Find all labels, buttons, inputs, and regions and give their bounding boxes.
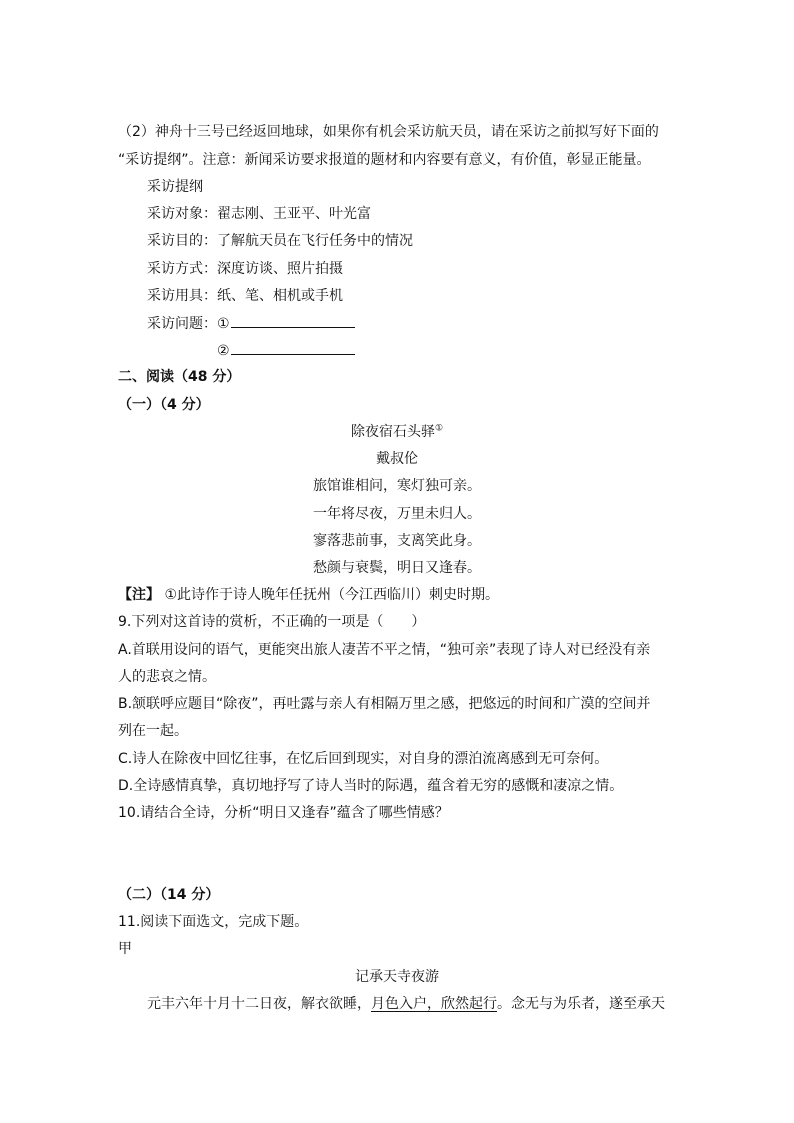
poem-line-3: 寥落悲前事，支离笑此身。 bbox=[313, 533, 481, 549]
q9-option-d: D.全诗感情真挚，真切地抒写了诗人当时的际遇，蕴含着无穷的感慨和凄凉之情。 bbox=[118, 778, 624, 794]
poem-line-4: 愁颜与衰鬓，明日又逢春。 bbox=[313, 560, 481, 576]
q2-line2: “采访提纲”。注意：新闻采访要求报道的题材和内容要有意义，有价值，彰显正能量。 bbox=[118, 152, 651, 168]
question-1-blank[interactable] bbox=[231, 313, 355, 328]
outline-title: 采访提纲 bbox=[147, 179, 203, 195]
poem-note bbox=[118, 585, 499, 605]
q9-option-b-line2: 列在一起。 bbox=[118, 723, 188, 739]
poem-title-text: 除夜宿石头驿 bbox=[350, 424, 435, 440]
q11-stem: 11.阅读下面选文，完成下题。 bbox=[118, 914, 309, 930]
outline-target: 采访对象：翟志刚、王亚平、叶光富 bbox=[147, 206, 371, 222]
outline-question-2 bbox=[217, 340, 355, 361]
q9-option-c: C.诗人在除夜中回忆往事，在忆后回到现实，对自身的漂泊流离感到无可奈何。 bbox=[118, 751, 609, 767]
outline-tools: 采访用具：纸、笔、相机或手机 bbox=[147, 288, 343, 304]
outline-questions bbox=[147, 313, 355, 334]
essay-p1-end: 。念无与为乐者，遂至承天 bbox=[497, 996, 665, 1012]
poem-line-2: 一年将尽夜，万里未归人。 bbox=[313, 506, 481, 522]
poem-line-1: 旅馆谁相问，寒灯独可亲。 bbox=[313, 478, 481, 494]
passage-label-jia: 甲 bbox=[118, 941, 132, 957]
q9-option-a-line2: 人的悲哀之情。 bbox=[118, 669, 216, 685]
essay-p1-start: 元丰六年十月十二日夜，解衣欲睡， bbox=[147, 996, 371, 1012]
note-text: ①此诗作于诗人晚年任抚州（今江西临川）刺史时期。 bbox=[160, 587, 499, 603]
poem-title-note-marker: ① bbox=[434, 423, 444, 434]
q10-stem: 10.请结合全诗，分析“明日又逢春”蕴含了哪些情感？ bbox=[118, 805, 449, 821]
question-2-marker: ② bbox=[217, 343, 230, 359]
section2-heading: 二、阅读（48 分） bbox=[118, 369, 241, 385]
part2-heading: （二）（14 分） bbox=[118, 887, 220, 903]
essay-title: 记承天寺夜游 bbox=[355, 969, 439, 985]
essay-paragraph-1 bbox=[147, 994, 665, 1014]
q9-option-a-line1: A.首联用设问的语气，更能突出旅人凄苦不平之情，“独可亲”表现了诗人对已经没有亲 bbox=[118, 642, 651, 658]
part1-heading: （一）（4 分） bbox=[118, 397, 210, 413]
poem-author: 戴叔伦 bbox=[376, 451, 418, 467]
question-1-marker: ① bbox=[217, 316, 230, 332]
questions-label: 采访问题： bbox=[147, 316, 217, 332]
note-label: 【注】 bbox=[118, 587, 160, 603]
poem-title bbox=[0, 422, 794, 442]
question-2-blank[interactable] bbox=[231, 340, 355, 355]
outline-purpose: 采访目的：了解航天员在飞行任务中的情况 bbox=[147, 233, 413, 249]
q9-option-b-line1: B.颔联呼应题目“除夜”，再吐露与亲人有相隔万里之感，把悠远的时间和广漠的空间并 bbox=[118, 696, 651, 712]
essay-p1-underlined: 月色入户，欣然起行 bbox=[371, 996, 497, 1012]
q2-line1: （2）神舟十三号已经返回地球，如果你有机会采访航天员，请在采访之前拟写好下面的 bbox=[118, 124, 659, 140]
outline-method: 采访方式：深度访谈、照片拍摄 bbox=[147, 261, 343, 277]
q9-stem: 9.下列对这首诗的赏析，不正确的一项是（ ） bbox=[118, 614, 426, 630]
